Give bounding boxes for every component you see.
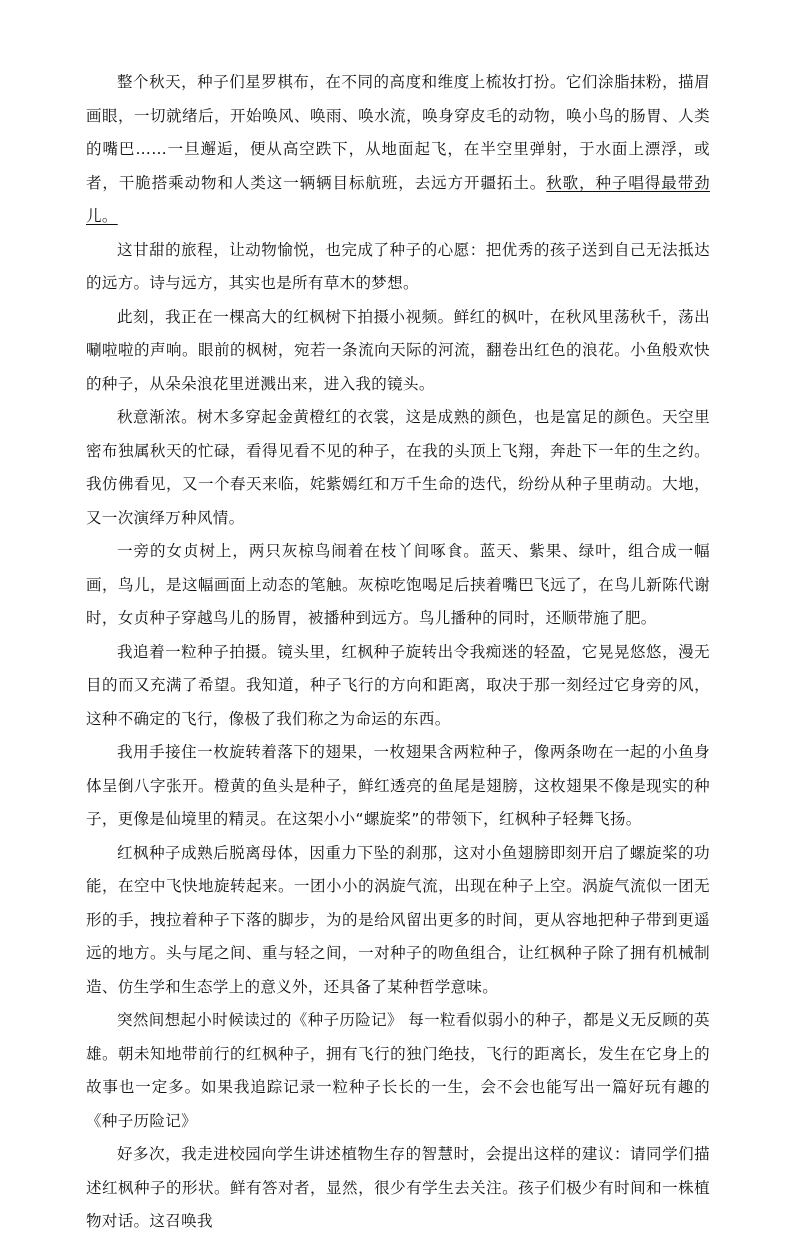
paragraph-students: 好多次，我走进校园向学生讲述植物生存的智慧时，会提出这样的建议：请同学们描述红枫种子的形状。鲜有答对者，显然，很少有学生去关注。孩子们极少有时间和一株植物对话。这召唤我 [86, 1145, 710, 1230]
paragraph-chasing-seed: 我追着一粒种子拍摄。镜头里，红枫种子旋转出令我痴迷的轻盈，它晃晃悠悠，漫无目的而又充满了希望。我知道，种子飞行的方向和距离，取决于那一刻经过它身旁的风，这种不确定的飞行，像极了我们称之为命运的东西。 [86, 642, 710, 728]
paragraph-text: 整个秋天，种子们星罗棋布，在不同的高度和维度上梳妆打扮。它们涂脂抹粉，描眉画眼，一切就绪后，开始唤风、唤雨、唤水流，唤身穿皮毛的动物，唤小鸟的肠胃、人类的嘴巴……一旦邂逅，便从高空跌下，从地面起飞，在半空里弹射，于水面上漂浮，或者，干脆搭乘动物和人类这一辆辆目标航班，去远方开疆拓土。 [86, 73, 710, 192]
paragraph-seed-dressing [86, 66, 710, 234]
paragraph-seed-adventure: 突然间想起小时候读过的《种子历险记》 每一粒看似弱小的种子，都是义无反顾的英雄。朝未知地带前行的红枫种子，拥有飞行的独门绝技，飞行的距离长，发生在它身上的故事也一定多。如果我追踪记录一粒种子长长的一生，会不会也能写出一篇好玩有趣的《种子历险记》 [86, 1011, 710, 1130]
paragraph-maple-video: 此刻，我正在一棵高大的红枫树下拍摄小视频。鲜红的枫叶，在秋风里荡秋千，荡出唰啦啦的声响。眼前的枫树，宛若一条流向天际的河流，翻卷出红色的浪花。小鱼般欢快的种子，从朵朵浪花里迸溅出来，进入我的镜头。 [86, 307, 710, 393]
paragraph-sweet-journey: 这甘甜的旅程，让动物愉悦，也完成了种子的心愿：把优秀的孩子送到自己无法抵达的远方。诗与远方，其实也是所有草木的梦想。 [86, 240, 710, 292]
paragraph-autumn-deepens: 秋意渐浓。树木多穿起金黄橙红的衣裳，这是成熟的颜色，也是富足的颜色。天空里密布独属秋天的忙碌，看得见看不见的种子，在我的头顶上飞翔，奔赴下一年的生之约。我仿佛看见，又一个春天来临，姹紫嫣红和万千生命的迭代，纷纷从种子里萌动。大地，又一次演绎万种风情。 [86, 408, 710, 527]
underlined-sentence: 秋歌，种子唱得最带劲儿。 [86, 173, 710, 225]
paragraph-starlings: 一旁的女贞树上，两只灰椋鸟闹着在枝丫间啄食。蓝天、紫果、绿叶，组合成一幅画，鸟儿，是这幅画面上动态的笔触。灰椋吃饱喝足后挟着嘴巴飞远了，在鸟儿新陈代谢时，女贞种子穿越鸟儿的肠胃，被播种到远方。鸟儿播种的同时，还顺带施了肥。 [86, 542, 710, 627]
paragraph-propeller: 红枫种子成熟后脱离母体，因重力下坠的刹那，这对小鱼翅膀即刻开启了螺旋桨的功能，在空中飞快地旋转起来。一团小小的涡旋气流，出现在种子上空。涡旋气流似一团无形的手，拽拉着种子下落的脚步，为的是给风留出更多的时间，更从容地把种子带到更遥远的地方。头与尾之间、重与轻之间，一对种子的吻鱼组合，让红枫种子除了拥有机械制造、仿生学和生态学上的意义外，还具备了某种哲学意味。 [86, 843, 710, 996]
document-page [86, 66, 710, 1239]
paragraph-samara: 我用手接住一枚旋转着落下的翅果，一枚翅果含两粒种子，像两条吻在一起的小鱼身体呈倒八字张开。橙黄的鱼头是种子，鲜红透亮的鱼尾是翅膀，这枚翅果不像是现实的种子，更像是仙境里的精灵。在这架小小“螺旋桨”的带领下，红枫种子轻舞飞扬。 [86, 743, 710, 828]
